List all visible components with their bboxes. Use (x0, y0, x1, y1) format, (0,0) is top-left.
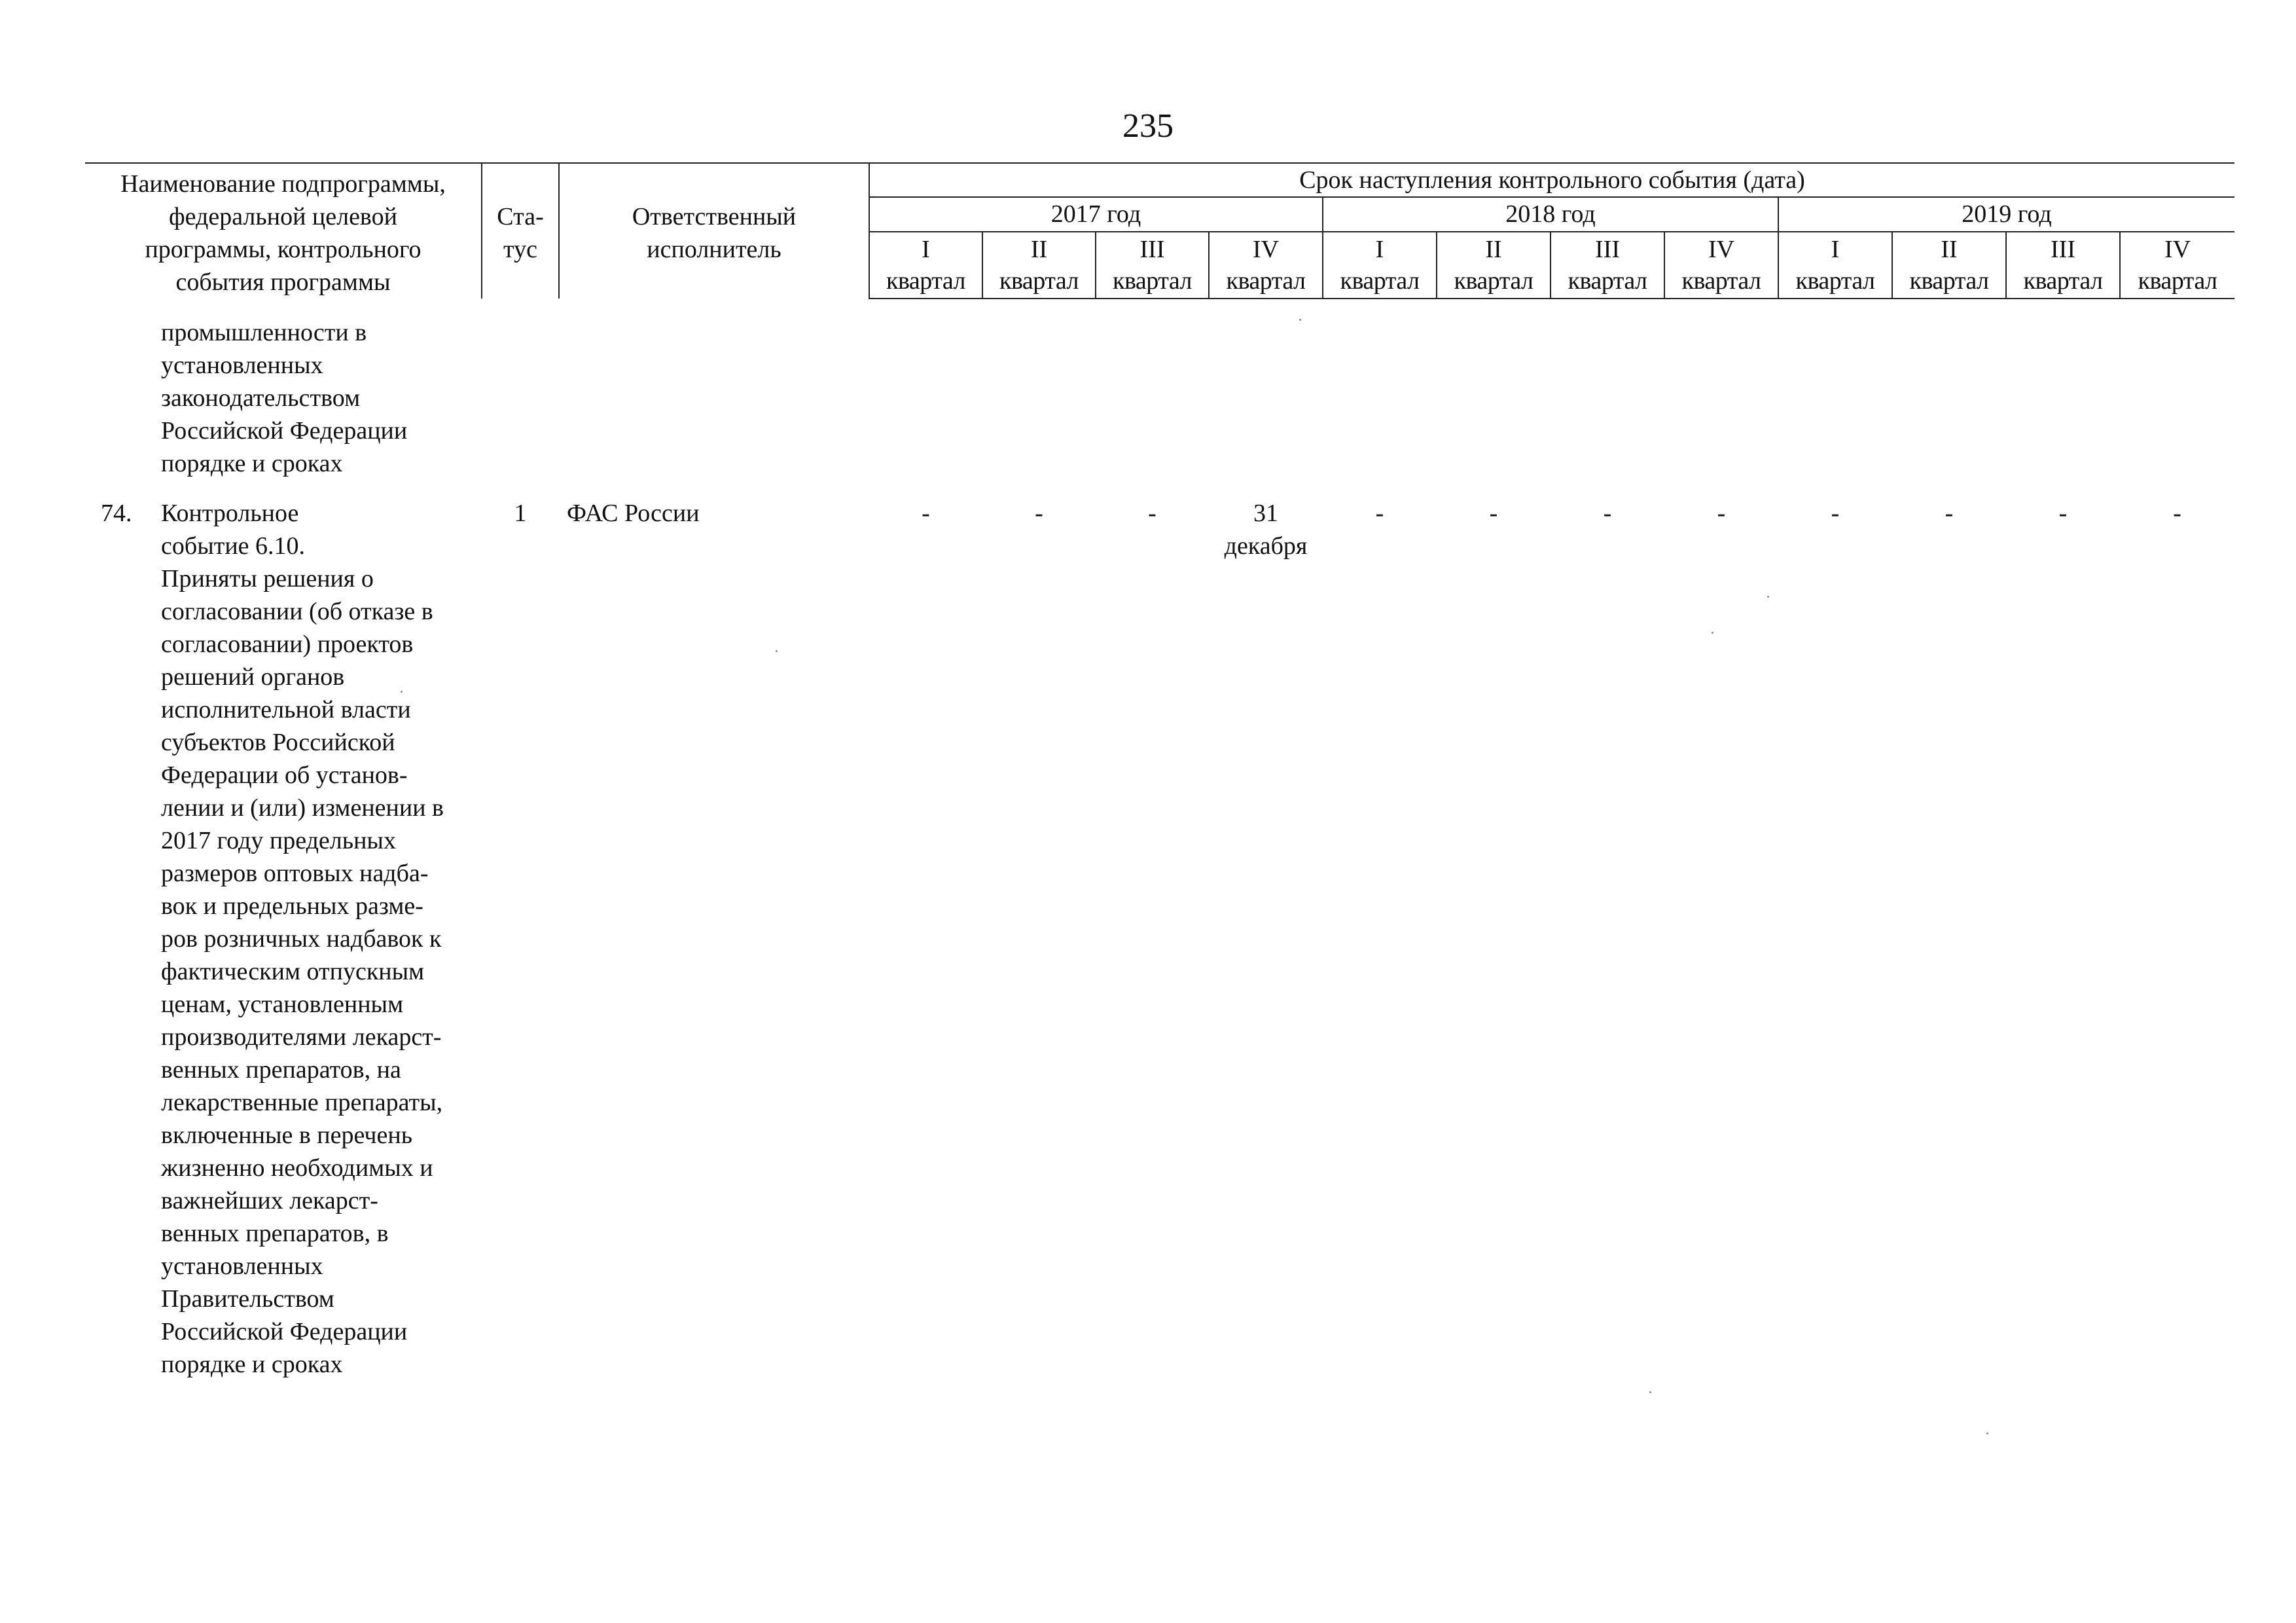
quarter-cell-text: - (1945, 500, 1954, 527)
header-name-line: Наименование подпрограммы, (120, 170, 446, 198)
quarter-cell (2120, 316, 2234, 480)
status-cell (482, 316, 559, 480)
event-description-line: включенные в перечень (161, 1122, 413, 1149)
quarter-cell (1096, 316, 1209, 480)
scan-speck (401, 691, 403, 693)
quarter-cell-text: - (1489, 500, 1498, 527)
responsible-cell: ФАС России (567, 500, 700, 527)
event-name-cell (85, 316, 482, 480)
quarter-cell (2006, 316, 2120, 480)
header-quarter-number: IV (2120, 232, 2234, 265)
quarter-cell (1437, 316, 1551, 480)
header-quarter-number: II (982, 232, 1096, 265)
event-description-line: Российской Федерации (161, 1318, 408, 1345)
quarter-cell (1437, 497, 1551, 1381)
event-description-line: законодательством (161, 384, 361, 412)
quarter-cell (2120, 497, 2234, 1381)
event-description-line: ценам, установленным (161, 991, 404, 1018)
header-quarter-label: квартал (1892, 265, 2006, 299)
quarter-cell-text: декабря (1224, 532, 1308, 560)
event-description-line: ров розничных надбавок к (161, 925, 442, 953)
header-quarter-label: квартал (1437, 265, 1551, 299)
quarter-cell-text: - (1375, 500, 1384, 527)
quarter-cell (1209, 316, 1323, 480)
event-description-line: решений органов (161, 663, 345, 691)
event-description-line: производителями лекарст- (161, 1023, 442, 1051)
header-quarter-label: квартал (1551, 265, 1664, 299)
event-description-line: размеров оптовых надба- (161, 860, 429, 887)
quarter-cell (1551, 497, 1664, 1381)
event-description-line: Приняты решения о (161, 565, 374, 593)
control-events-table (85, 162, 2234, 1381)
quarter-cell-text: - (922, 500, 930, 527)
page-number: 235 (1122, 107, 1174, 145)
quarter-cell (982, 316, 1096, 480)
header-quarter-number: II (1892, 232, 2006, 265)
header-quarter-label: квартал (982, 265, 1096, 299)
responsible-cell (559, 316, 869, 480)
quarter-cell (1551, 316, 1664, 480)
event-description-line: установленных (161, 1252, 323, 1280)
scan-speck (776, 650, 778, 652)
quarter-cell (1664, 316, 1778, 480)
quarter-cell-text: - (1148, 500, 1157, 527)
quarter-cell-text: 31 (1253, 500, 1278, 527)
event-description-line: событие 6.10. (161, 532, 306, 560)
event-description-line: венных препаратов, на (161, 1056, 401, 1084)
event-description-line: согласовании (об отказе в (161, 598, 433, 625)
quarter-cell-text: - (1831, 500, 1840, 527)
quarter-cell (1323, 316, 1437, 480)
event-description-line: порядке и сроках (161, 450, 343, 477)
event-description-line: 2017 году предельных (161, 827, 396, 854)
event-description-line: лении и (или) изменении в (161, 794, 444, 822)
quarter-cell (1892, 497, 2006, 1381)
table-row (85, 497, 2234, 1381)
header-status-line: Ста- (497, 203, 544, 230)
event-description (161, 497, 444, 1381)
header-responsible-column (559, 163, 869, 299)
header-responsible-line: исполнитель (647, 236, 781, 263)
scan-speck (1986, 1432, 1988, 1434)
header-quarter-number: I (1323, 232, 1437, 265)
event-description-line: согласовании) проектов (161, 630, 414, 658)
event-description-line: Контрольное (161, 500, 299, 527)
header-name-column (85, 163, 482, 299)
header-responsible-line: Ответственный (632, 203, 797, 230)
row-number: 74. (101, 500, 132, 527)
quarter-cell (1664, 497, 1778, 1381)
header-name-line: события программы (175, 268, 391, 296)
header-quarter-number: III (2006, 232, 2120, 265)
scan-speck (1649, 1391, 1651, 1393)
event-description-line: установленных (161, 352, 323, 379)
quarter-cell-text: - (1717, 500, 1726, 527)
header-quarter-number: II (1437, 232, 1551, 265)
header-quarter-label: квартал (1209, 265, 1323, 299)
header-quarter-number: III (1096, 232, 1209, 265)
quarter-cell-text: - (1603, 500, 1612, 527)
header-quarter-label: квартал (2006, 265, 2120, 299)
header-name-line: федеральной целевой (169, 203, 397, 230)
header-quarter-label: квартал (869, 265, 982, 299)
header-quarter-label: квартал (1664, 265, 1778, 299)
header-year-2017: 2017 год (869, 197, 1323, 231)
header-quarter-number: I (1778, 232, 1892, 265)
quarter-cell (869, 316, 982, 480)
event-description-line: лекарственные препараты, (161, 1089, 443, 1116)
event-description-line: промышленности в (161, 319, 367, 346)
header-quarter-number: III (1551, 232, 1664, 265)
status-cell: 1 (514, 500, 527, 527)
quarter-cell (2006, 497, 2120, 1381)
header-status-column (482, 163, 559, 299)
header-status-line: тус (503, 236, 537, 263)
event-name-cell (85, 497, 482, 1381)
table-header (85, 163, 2234, 299)
event-description-line: исполнительной власти (161, 696, 411, 723)
quarter-cell-text: - (2058, 500, 2068, 527)
event-description-line: жизненно необходимых и (161, 1154, 433, 1182)
event-description-line: Правительством (161, 1285, 334, 1313)
quarter-cell (1209, 497, 1323, 1381)
event-description-line: порядке и сроках (161, 1351, 343, 1378)
quarter-cell-text: - (1035, 500, 1043, 527)
quarter-cell (1096, 497, 1209, 1381)
quarter-cell (869, 497, 982, 1381)
header-year-2019: 2019 год (1778, 197, 2234, 231)
quarter-cell (1892, 316, 2006, 480)
header-name-line: программы, контрольного (145, 236, 422, 263)
scan-speck (1712, 632, 1713, 634)
header-quarter-label: квартал (1778, 265, 1892, 299)
quarter-cell (982, 497, 1096, 1381)
quarter-cell (1778, 497, 1892, 1381)
header-quarter-number: I (869, 232, 982, 265)
event-description-line: важнейших лекарст- (161, 1187, 378, 1214)
table-body (85, 299, 2234, 1381)
table-row (85, 316, 2234, 480)
header-quarter-number: IV (1664, 232, 1778, 265)
event-description (161, 316, 407, 480)
row-number (85, 316, 161, 480)
event-description-line: субъектов Российской (161, 729, 395, 756)
quarter-cell (1778, 316, 1892, 480)
header-quarter-label: квартал (2120, 265, 2234, 299)
header-deadline-title: Срок наступления контрольного события (дата) (869, 163, 2234, 197)
header-year-2018: 2018 год (1323, 197, 1778, 231)
event-description-line: Российской Федерации (161, 417, 408, 445)
header-quarter-label: квартал (1096, 265, 1209, 299)
scan-speck (1767, 596, 1769, 598)
event-description-line: Федерации об установ- (161, 761, 408, 789)
quarter-cell (1323, 497, 1437, 1381)
event-description-line: вок и предельных разме- (161, 892, 423, 920)
scan-speck (1299, 319, 1301, 321)
quarter-cell-text: - (2173, 500, 2181, 527)
event-description-line: венных препаратов, в (161, 1220, 389, 1247)
event-description-line: фактическим отпускным (161, 958, 425, 985)
header-quarter-label: квартал (1323, 265, 1437, 299)
header-quarter-number: IV (1209, 232, 1323, 265)
